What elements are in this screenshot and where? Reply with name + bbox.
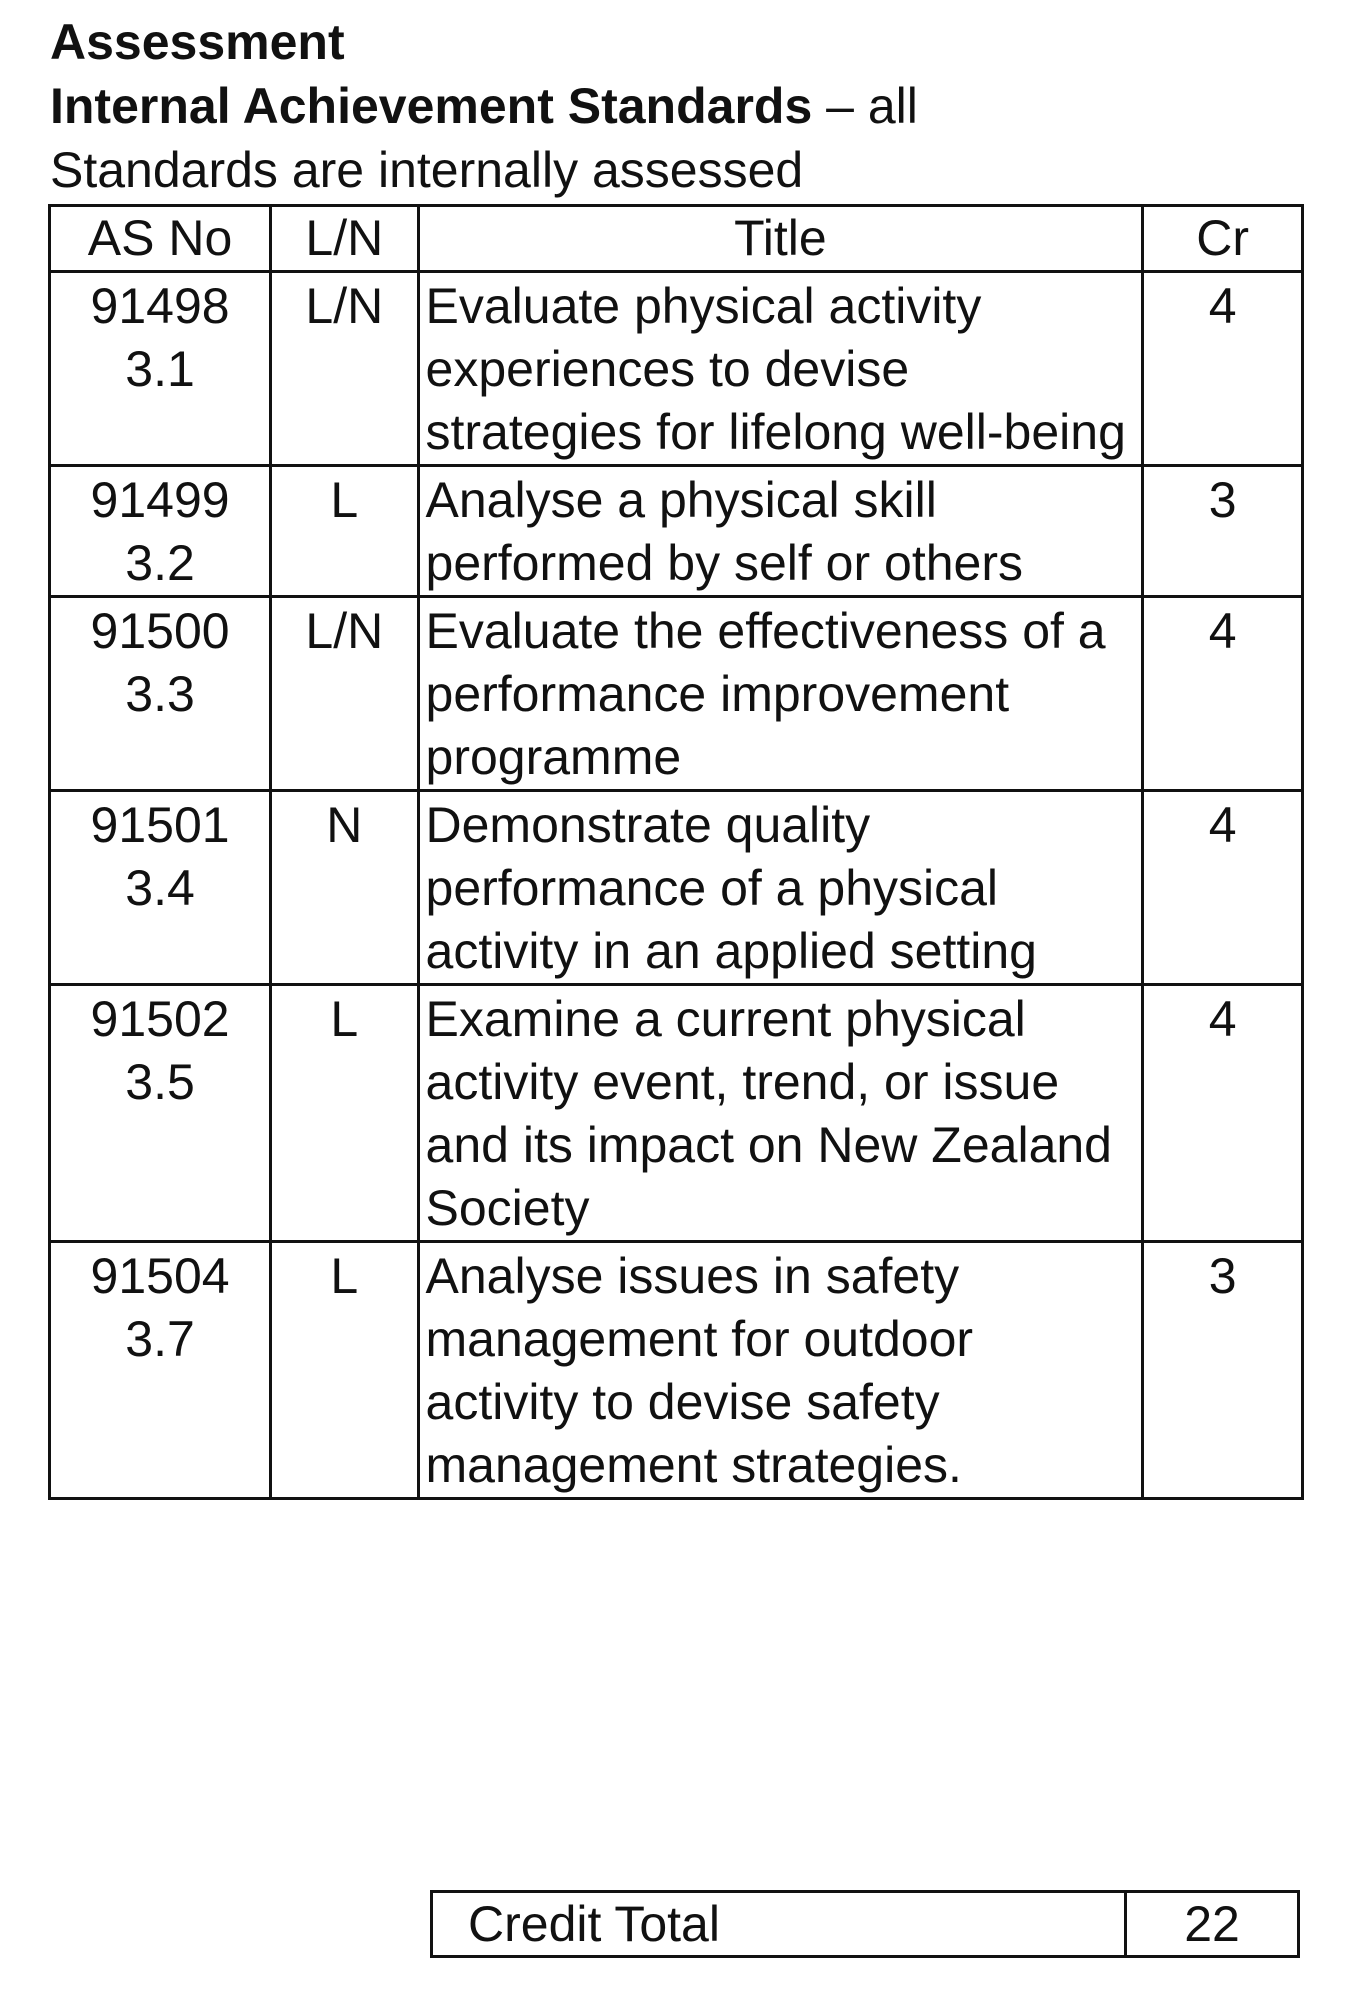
as-number: 91499	[90, 472, 230, 528]
standard-title-cell: Analyse a physical skill performed by self or others	[418, 466, 1143, 597]
credit-total-table	[430, 1890, 1300, 1958]
as-level: 3.3	[125, 666, 195, 722]
standard-title-cell: Demonstrate quality performance of a physical activity in an applied setting	[418, 791, 1143, 985]
literacy-numeracy-cell: L	[271, 985, 418, 1242]
as-number: 91500	[90, 603, 230, 659]
standards-table	[48, 204, 1304, 1500]
as-level: 3.2	[125, 535, 195, 591]
credit-total-row	[432, 1892, 1299, 1957]
heading-block	[50, 10, 1300, 202]
column-header-ln: L/N	[271, 206, 418, 272]
as-level: 3.5	[125, 1054, 195, 1110]
literacy-numeracy-cell: L/N	[271, 597, 418, 791]
standard-title-cell: Analyse issues in safety management for outdoor activity to devise safety management strategies.	[418, 1242, 1143, 1499]
table-row	[50, 791, 1303, 985]
credits-cell: 4	[1143, 791, 1303, 985]
page-title: Assessment	[50, 14, 345, 70]
table-row	[50, 1242, 1303, 1499]
literacy-numeracy-cell: L/N	[271, 272, 418, 466]
credits-cell: 3	[1143, 1242, 1303, 1499]
as-level: 3.4	[125, 860, 195, 916]
as-number-cell	[50, 272, 271, 466]
table-row	[50, 597, 1303, 791]
table-row	[50, 466, 1303, 597]
table-row	[50, 272, 1303, 466]
as-level: 3.1	[125, 341, 195, 397]
as-number: 91504	[90, 1248, 230, 1304]
as-number-cell	[50, 466, 271, 597]
as-number-cell	[50, 985, 271, 1242]
standard-title-cell: Evaluate the effectiveness of a performance improvement programme	[418, 597, 1143, 791]
credit-total-value: 22	[1126, 1892, 1299, 1957]
standard-title-cell: Examine a current physical activity event, trend, or issue and its impact on New Zealand Society	[418, 985, 1143, 1242]
as-number: 91501	[90, 797, 230, 853]
section-subtitle	[50, 74, 1300, 138]
credit-total-label: Credit Total	[432, 1892, 1126, 1957]
as-number-cell	[50, 791, 271, 985]
credits-cell: 4	[1143, 597, 1303, 791]
literacy-numeracy-cell: L	[271, 1242, 418, 1499]
column-header-cr: Cr	[1143, 206, 1303, 272]
literacy-numeracy-cell: L	[271, 466, 418, 597]
column-header-as-no: AS No	[50, 206, 271, 272]
as-number: 91502	[90, 991, 230, 1047]
column-header-title: Title	[418, 206, 1143, 272]
as-level: 3.7	[125, 1311, 195, 1367]
header-row	[50, 206, 1303, 272]
standard-title-cell: Evaluate physical activity experiences to devise strategies for lifelong well-being	[418, 272, 1143, 466]
credits-cell: 4	[1143, 985, 1303, 1242]
as-number-cell	[50, 1242, 271, 1499]
literacy-numeracy-cell: N	[271, 791, 418, 985]
table-row	[50, 985, 1303, 1242]
credits-cell: 4	[1143, 272, 1303, 466]
as-number: 91498	[90, 278, 230, 334]
subtitle-rest: – all	[812, 78, 918, 134]
credits-cell: 3	[1143, 466, 1303, 597]
assessment-note: Standards are internally assessed	[50, 142, 804, 198]
as-number-cell	[50, 597, 271, 791]
subtitle-bold: Internal Achievement Standards	[50, 78, 813, 134]
